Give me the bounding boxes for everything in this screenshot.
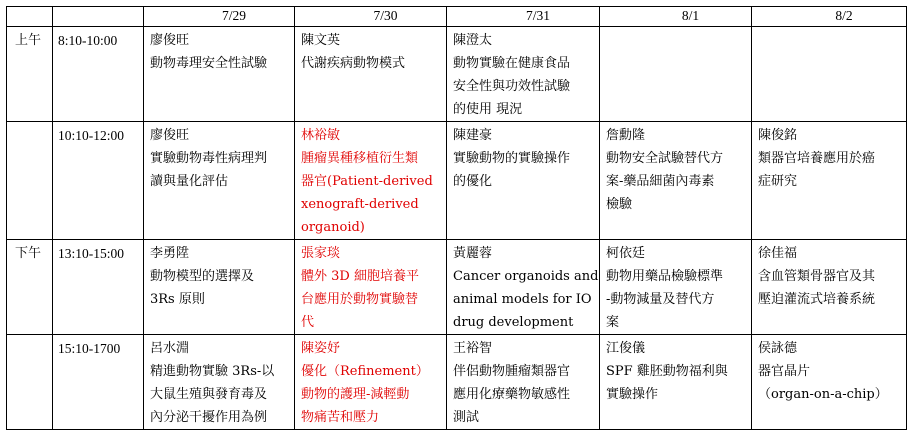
topic-line: 實驗動物的實驗操作 <box>453 151 571 166</box>
topic-line: （organ-on-a-chip） <box>758 387 888 402</box>
session-cell <box>600 27 752 122</box>
speaker-name: 陳澄太 <box>453 33 493 48</box>
period-cell: 下午 <box>7 240 53 335</box>
session-cell <box>295 27 447 122</box>
time-slot-cell: 10:10-12:00 <box>53 122 144 240</box>
topic-line: 實驗動物毒性病理判 <box>150 151 268 166</box>
topic-line: 物痛苦和壓力 <box>301 410 380 425</box>
speaker-name: 王裕智 <box>453 341 493 356</box>
topic-line: animal models for IO <box>453 292 592 307</box>
speaker-name: 徐佳福 <box>758 246 798 261</box>
topic-line: 動物毒理安全性試驗 <box>150 56 268 71</box>
topic-line: 檢驗 <box>606 197 633 212</box>
topic-line: 體外 3D 細胞培養平 <box>301 269 419 284</box>
topic-line: Cancer organoids and <box>453 269 599 284</box>
speaker-name: 廖俊旺 <box>150 128 190 143</box>
period-cell <box>7 335 53 430</box>
speaker-name: 陳俊銘 <box>758 128 798 143</box>
day-header: 8/2 <box>752 7 907 27</box>
header-row <box>7 7 907 27</box>
topic-line: 優化（Refinement） <box>301 364 429 379</box>
topic-line: 動物模型的選擇及 <box>150 269 255 284</box>
topic-line: 案-藥品細菌內毒素 <box>606 174 715 189</box>
session-cell <box>752 122 907 240</box>
session-cell <box>600 240 752 335</box>
topic-line: 伴侶動物腫瘤類器官 <box>453 364 571 379</box>
time-slot-cell: 13:10-15:00 <box>53 240 144 335</box>
period-cell: 上午 <box>7 27 53 122</box>
time-slot-cell: 15:10-1700 <box>53 335 144 430</box>
session-cell <box>295 122 447 240</box>
session-cell <box>752 335 907 430</box>
topic-line: 壓迫灌流式培養系統 <box>758 292 876 307</box>
session-cell <box>144 27 295 122</box>
table-row <box>7 240 907 335</box>
topic-line: 案 <box>606 315 620 330</box>
slot-header-cell <box>53 7 144 27</box>
session-cell <box>447 122 600 240</box>
topic-line: 應用化療藥物敏感性 <box>453 387 571 402</box>
topic-line: 腫瘤異種移植衍生類 <box>301 151 419 166</box>
speaker-name: 黃麗蓉 <box>453 246 493 261</box>
day-header: 7/30 <box>295 7 447 27</box>
topic-line: -動物減量及替代方 <box>606 292 715 307</box>
session-cell <box>295 240 447 335</box>
speaker-name: 柯依廷 <box>606 246 646 261</box>
topic-line: 器官晶片 <box>758 364 811 379</box>
session-cell <box>447 27 600 122</box>
speaker-name: 陳文英 <box>301 33 341 48</box>
corner-cell <box>7 7 53 27</box>
speaker-name: 陳建豪 <box>453 128 493 143</box>
topic-line: 測試 <box>453 410 480 425</box>
topic-line: 代 <box>301 315 315 330</box>
speaker-name: 侯詠德 <box>758 341 798 356</box>
session-cell <box>447 335 600 430</box>
session-cell <box>144 335 295 430</box>
topic-line: 台應用於動物實驗替 <box>301 292 419 307</box>
topic-line: 大鼠生殖與發育毒及 <box>150 387 268 402</box>
topic-line: 安全性與功效性試驗 <box>453 79 571 94</box>
time-slot-cell: 8:10-10:00 <box>53 27 144 122</box>
table-row <box>7 122 907 240</box>
speaker-name: 江俊儀 <box>606 341 646 356</box>
topic-line: 3Rs 原則 <box>150 292 205 307</box>
topic-line: 的使用 現況 <box>453 102 523 117</box>
speaker-name: 林裕敏 <box>301 128 341 143</box>
day-header: 8/1 <box>600 7 752 27</box>
session-cell <box>295 335 447 430</box>
topic-line: 動物用藥品檢驗標準 <box>606 269 724 284</box>
topic-line: organoid) <box>301 220 365 235</box>
topic-line: 代謝疾病動物模式 <box>301 56 406 71</box>
topic-line: 含血管類骨器官及其 <box>758 269 876 284</box>
schedule-table <box>6 6 907 430</box>
speaker-name: 廖俊旺 <box>150 33 190 48</box>
speaker-name: 詹勳隆 <box>606 128 646 143</box>
topic-line: xenograft-derived <box>301 197 419 212</box>
table-row <box>7 27 907 122</box>
topic-line: 症研究 <box>758 174 798 189</box>
session-cell <box>752 240 907 335</box>
speaker-name: 呂水淵 <box>150 341 190 356</box>
topic-line: 精進動物實驗 3Rs-以 <box>150 364 275 379</box>
topic-line: 讀與量化評估 <box>150 174 229 189</box>
session-cell <box>600 335 752 430</box>
period-cell <box>7 122 53 240</box>
session-cell <box>144 240 295 335</box>
topic-line: 動物實驗在健康食品 <box>453 56 571 71</box>
session-cell <box>600 122 752 240</box>
topic-line: 器官(Patient-derived <box>301 174 433 189</box>
topic-line: 的優化 <box>453 174 493 189</box>
topic-line: 動物安全試驗替代方 <box>606 151 724 166</box>
topic-line: 動物的護理-減輕動 <box>301 387 410 402</box>
session-cell <box>752 27 907 122</box>
topic-line: 類器官培養應用於癌 <box>758 151 876 166</box>
speaker-name: 陳姿妤 <box>301 341 341 356</box>
topic-line: SPF 雞胚動物福利與 <box>606 364 728 379</box>
speaker-name: 張家琰 <box>301 246 341 261</box>
topic-line: drug development <box>453 315 574 330</box>
topic-line: 實驗操作 <box>606 387 659 402</box>
day-header: 7/29 <box>144 7 295 27</box>
session-cell <box>144 122 295 240</box>
session-cell <box>447 240 600 335</box>
topic-line: 內分泌干擾作用為例 <box>150 410 268 425</box>
speaker-name: 李勇陞 <box>150 246 190 261</box>
table-row <box>7 335 907 430</box>
day-header: 7/31 <box>447 7 600 27</box>
